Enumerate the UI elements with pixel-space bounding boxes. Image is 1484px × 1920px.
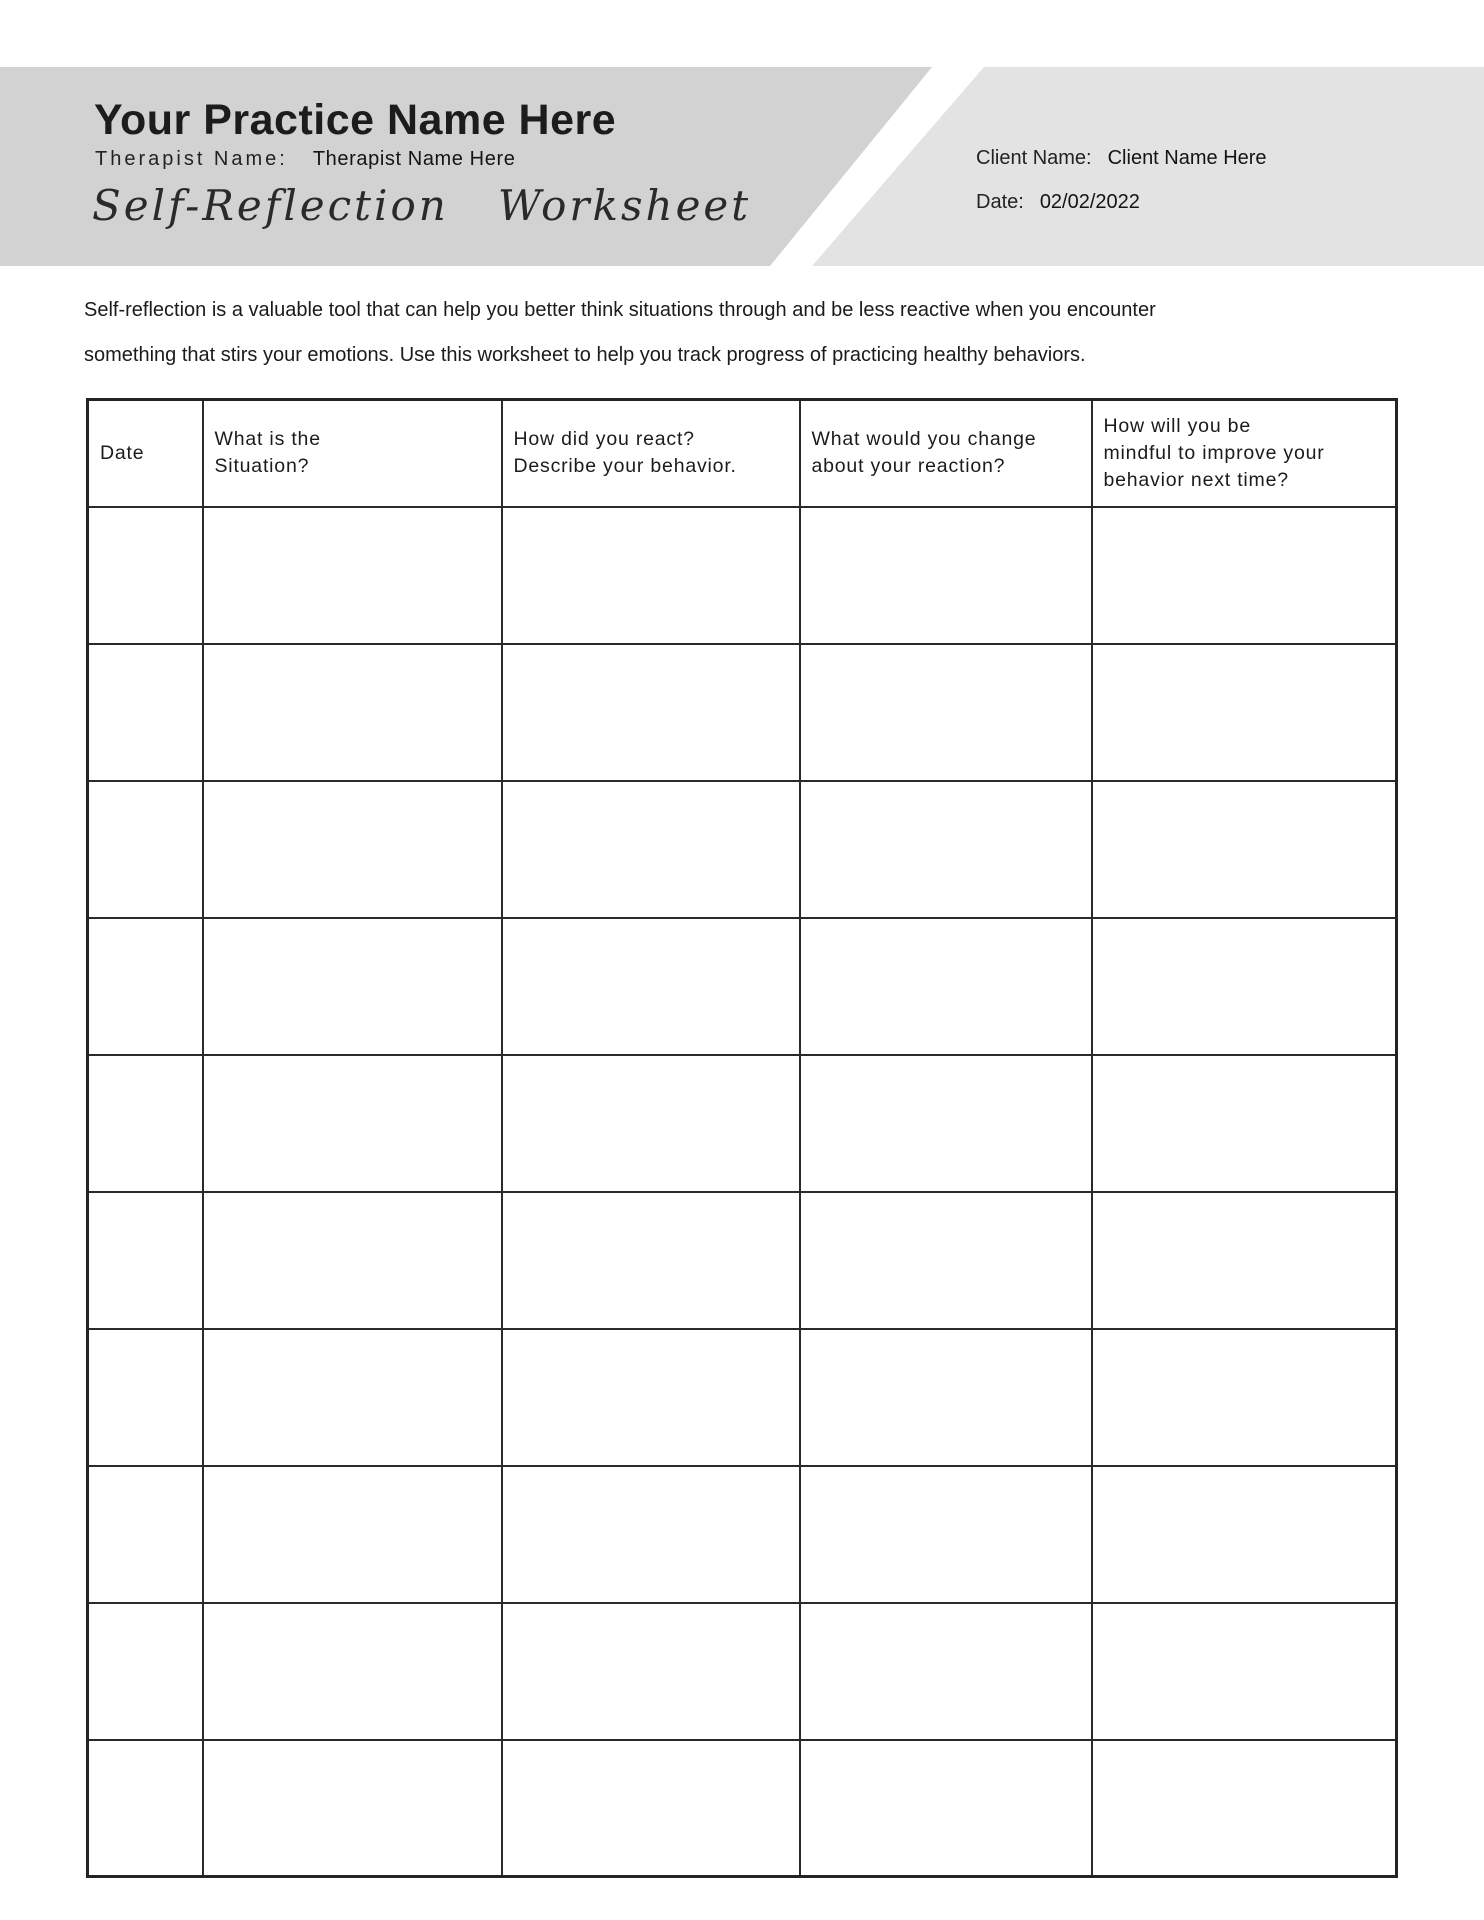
table-row — [88, 1603, 1397, 1740]
table-cell — [502, 1466, 800, 1603]
client-name-row — [976, 147, 1267, 170]
table-cell — [203, 1192, 502, 1329]
table-cell — [88, 1192, 203, 1329]
table-cell — [88, 1329, 203, 1466]
table-cell — [1092, 1603, 1397, 1740]
column-header-1 — [203, 400, 502, 507]
column-header-line: What would you change — [811, 428, 1037, 451]
date-row — [976, 191, 1140, 214]
table-row — [88, 918, 1397, 1055]
date-value: 02/02/2022 — [1039, 191, 1140, 213]
table-header-row — [88, 400, 1397, 507]
table-cell — [1092, 1055, 1397, 1192]
column-header-line: mindful to improve your — [1103, 441, 1325, 464]
table-cell — [502, 918, 800, 1055]
table-cell — [203, 1740, 502, 1877]
table-cell — [88, 1466, 203, 1603]
column-header-line: How will you be — [1103, 414, 1251, 437]
intro-paragraph — [84, 288, 1429, 378]
table-cell — [502, 1603, 800, 1740]
client-name-label: Client Name: — [976, 147, 1092, 169]
table-cell — [502, 1192, 800, 1329]
table-cell — [88, 918, 203, 1055]
table-row — [88, 1740, 1397, 1877]
table-cell — [502, 507, 800, 644]
table-cell — [800, 1466, 1092, 1603]
table-cell — [800, 644, 1092, 781]
table-cell — [1092, 918, 1397, 1055]
table-cell — [800, 1192, 1092, 1329]
table-cell — [203, 1329, 502, 1466]
table-cell — [1092, 1192, 1397, 1329]
therapist-name-value: Therapist Name Here — [312, 148, 516, 170]
table-cell — [203, 644, 502, 781]
table-cell — [1092, 1329, 1397, 1466]
table-cell — [203, 918, 502, 1055]
table-cell — [88, 1740, 203, 1877]
column-header-4 — [1092, 400, 1397, 507]
table-cell — [88, 507, 203, 644]
table-cell — [800, 1329, 1092, 1466]
table-row — [88, 1329, 1397, 1466]
therapist-name-label: Therapist Name: — [95, 148, 288, 170]
table-cell — [502, 1055, 800, 1192]
table-cell — [502, 1740, 800, 1877]
table-cell — [203, 507, 502, 644]
table-cell — [502, 1329, 800, 1466]
therapist-name-row — [95, 148, 515, 171]
intro-line: Self-reflection is a valuable tool that can help you better think situations through and be less reactive when you encounter — [84, 299, 1156, 321]
table-header — [88, 400, 1397, 507]
table-cell — [800, 1055, 1092, 1192]
table-row — [88, 1466, 1397, 1603]
table-cell — [88, 644, 203, 781]
table-row — [88, 781, 1397, 918]
table-cell — [203, 1466, 502, 1603]
column-header-0 — [88, 400, 203, 507]
table-cell — [502, 644, 800, 781]
table-row — [88, 1192, 1397, 1329]
column-header-line: How did you react? — [513, 428, 695, 451]
reflection-table — [86, 398, 1398, 1878]
table-row — [88, 644, 1397, 781]
table-cell — [800, 1603, 1092, 1740]
client-name-value: Client Name Here — [1107, 147, 1267, 169]
column-header-2 — [502, 400, 800, 507]
table-cell — [502, 781, 800, 918]
table-cell — [88, 1055, 203, 1192]
column-header-line: What is the — [214, 428, 321, 451]
table-cell — [1092, 781, 1397, 918]
column-header-line: Describe your behavior. — [513, 455, 737, 478]
column-header-line: Date — [100, 441, 145, 464]
table-cell — [203, 1055, 502, 1192]
table-cell — [203, 781, 502, 918]
practice-name-title: Your Practice Name Here — [94, 96, 617, 144]
date-label: Date: — [976, 191, 1024, 213]
column-header-line: about your reaction? — [811, 455, 1006, 478]
table-cell — [800, 1740, 1092, 1877]
intro-line: something that stirs your emotions. Use this worksheet to help you track progress of practicing healthy behaviors. — [84, 344, 1086, 366]
column-header-3 — [800, 400, 1092, 507]
column-header-line: Situation? — [214, 455, 310, 478]
table-cell — [800, 918, 1092, 1055]
table-cell — [1092, 1466, 1397, 1603]
table-cell — [800, 781, 1092, 918]
table-cell — [88, 1603, 203, 1740]
table-cell — [1092, 507, 1397, 644]
table-row — [88, 507, 1397, 644]
table-cell — [88, 781, 203, 918]
table-cell — [800, 507, 1092, 644]
table-cell — [203, 1603, 502, 1740]
worksheet-title: Self-Reflection Worksheet — [92, 181, 752, 230]
column-header-line: behavior next time? — [1103, 468, 1289, 491]
table-row — [88, 1055, 1397, 1192]
table-cell — [1092, 1740, 1397, 1877]
table-cell — [1092, 644, 1397, 781]
